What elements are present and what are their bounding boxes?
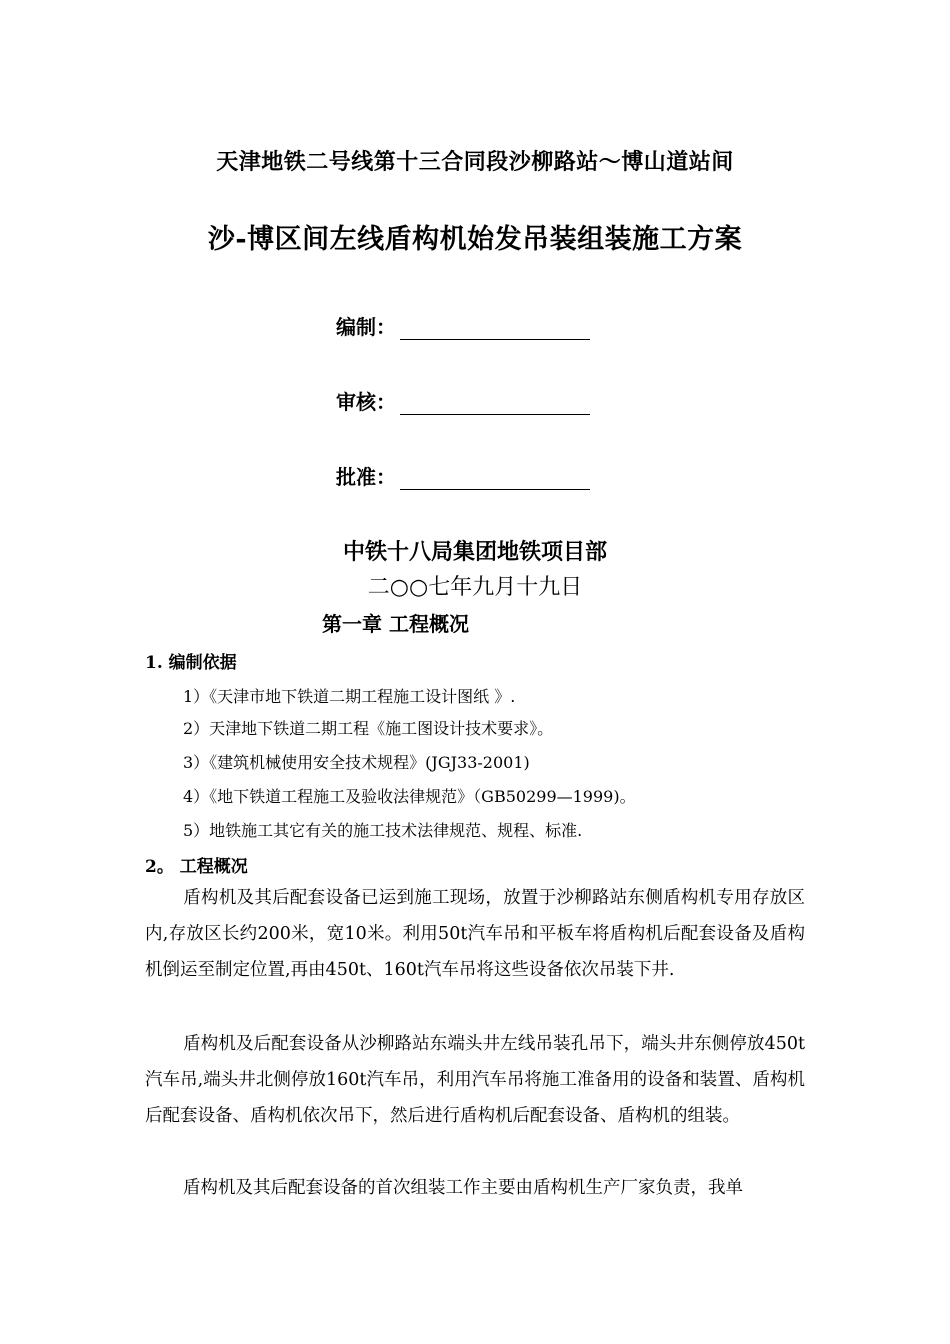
signature-line: [400, 467, 590, 490]
signature-row-approved: [336, 461, 590, 490]
section-heading-basis: 1. 编制依据: [145, 653, 237, 673]
paragraph-text: 盾构机及其后配套设备已运到施工现场，放置于沙柳路站东侧盾构机专用存放区内,存放区长约200米，宽10米。利用50t汽车吊和平板车将盾构机后配套设备及盾构机倒运至制定位置,再由450t、160t汽车吊将这些设备依次吊装下井.: [145, 888, 805, 980]
signature-label: 审核：: [336, 390, 396, 414]
paragraph-text: 盾构机及后配套设备从沙柳路站东端头井左线吊装孔吊下，端头井东侧停放450t汽车吊,端头井北侧停放160t汽车吊，利用汽车吊将施工准备用的设备和装置、盾构机后配套设备、盾构机依次吊下，然后进行盾构机后配套设备、盾构机的组装。: [145, 1034, 805, 1126]
reference-item: 3）《建筑机械使用安全技术规程》(JGJ33-2001): [183, 753, 530, 772]
signature-row-compiled: [336, 311, 590, 340]
section-heading-overview: 2。 工程概况: [145, 857, 248, 877]
signature-label: 批准：: [336, 465, 396, 489]
body-paragraph: [145, 1026, 805, 1134]
organization-name: 中铁十八局集团地铁项目部: [342, 539, 607, 565]
signature-line: [400, 392, 590, 415]
body-paragraph: [145, 1170, 805, 1206]
signature-line: [400, 317, 590, 340]
signature-label: 编制：: [336, 315, 396, 339]
chapter-title: 第一章 工程概况: [322, 612, 469, 636]
body-paragraph: [145, 880, 805, 988]
document-date: 二○○七年九月十九日: [367, 575, 583, 600]
paragraph-text: 盾构机及其后配套设备的首次组装工作主要由盾构机生产厂家负责，我单: [183, 1178, 743, 1198]
reference-item: 5）地铁施工其它有关的施工技术法律规范、规程、标准.: [183, 821, 583, 840]
reference-item: 4）《地下铁道工程施工及验收法律规范》（GB50299—1999)。: [183, 787, 636, 806]
signature-row-reviewed: [336, 386, 590, 415]
reference-item: 1）《天津市地下铁道二期工程施工设计图纸 》.: [183, 687, 516, 706]
document-title-line1: 天津地铁二号线第十三合同段沙柳路站～博山道站间: [216, 149, 734, 175]
reference-item: 2）天津地下铁道二期工程《施工图设计技术要求》。: [183, 719, 554, 738]
document-title-line2: 沙-博区间左线盾构机始发吊装组装施工方案: [207, 224, 743, 255]
